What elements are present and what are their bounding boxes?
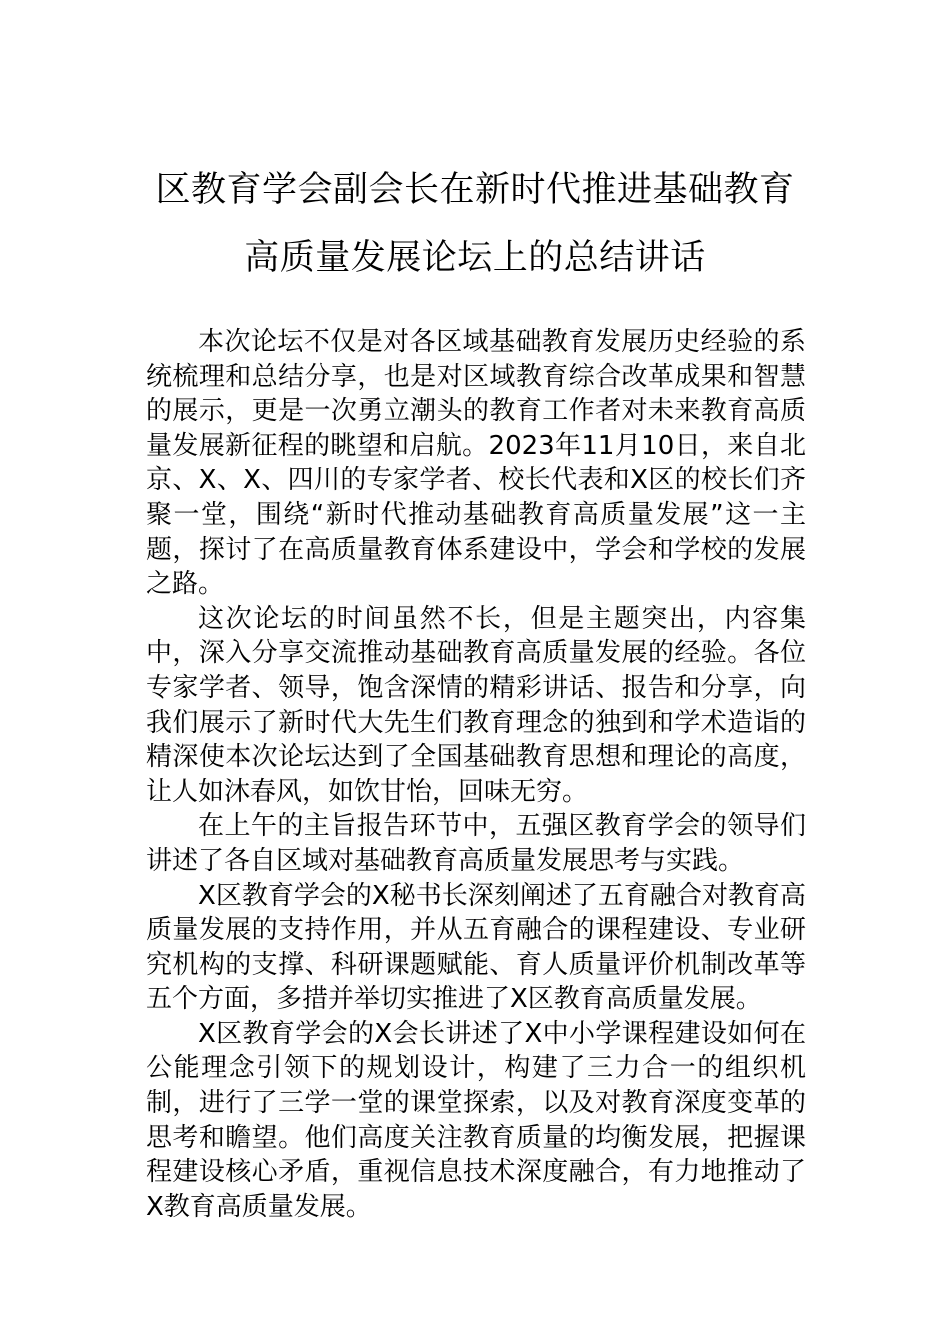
document-title-line-2: 高质量发展论坛上的总结讲话 xyxy=(244,238,706,278)
paragraph-4: X区教育学会的X秘书长深刻阐述了五育融合对教育高质量发展的支持作用，并从五育融合的课程建设、专业研究机构的支撑、科研课题赋能、育人质量评价机制改革等五个方面，多措并举切实推进了X区教育高质量发展。 xyxy=(146,880,806,1015)
paragraph-3: 在上午的主旨报告环节中，五强区教育学会的领导们讲述了各自区域对基础教育高质量发展思考与实践。 xyxy=(146,811,806,876)
document-title-line-1: 区教育学会副会长在新时代推进基础教育 xyxy=(155,170,795,210)
paragraph-5: X区教育学会的X会长讲述了X中小学课程建设如何在公能理念引领下的规划设计，构建了三力合一的组织机制，进行了三学一堂的课堂探索，以及对教育深度变革的思考和瞻望。他们高度关注教育质量的均衡发展，把握课程建设核心矛盾，重视信息技术深度融合，有力地推动了X教育高质量发展。 xyxy=(146,1018,806,1222)
paragraph-2: 这次论坛的时间虽然不长，但是主题突出，内容集中，深入分享交流推动基础教育高质量发展的经验。各位专家学者、领导，饱含深情的精彩讲话、报告和分享，向我们展示了新时代大先生们教育理念的独到和学术造诣的精深使本次论坛达到了全国基础教育思想和理论的高度，让人如沐春风，如饮甘怡，回味无穷。 xyxy=(146,603,806,807)
paragraph-1: 本次论坛不仅是对各区域基础教育发展历史经验的系统梳理和总结分享，也是对区域教育综合改革成果和智慧的展示，更是一次勇立潮头的教育工作者对未来教育高质量发展新征程的眺望和启航。2023年11月10日，来自北京、X、X、四川的专家学者、校长代表和X区的校长们齐聚一堂，围绕“新时代推动基础教育高质量发展”这一主题，探讨了在高质量教育体系建设中，学会和学校的发展之路。 xyxy=(146,327,806,600)
document-body xyxy=(146,325,806,1224)
